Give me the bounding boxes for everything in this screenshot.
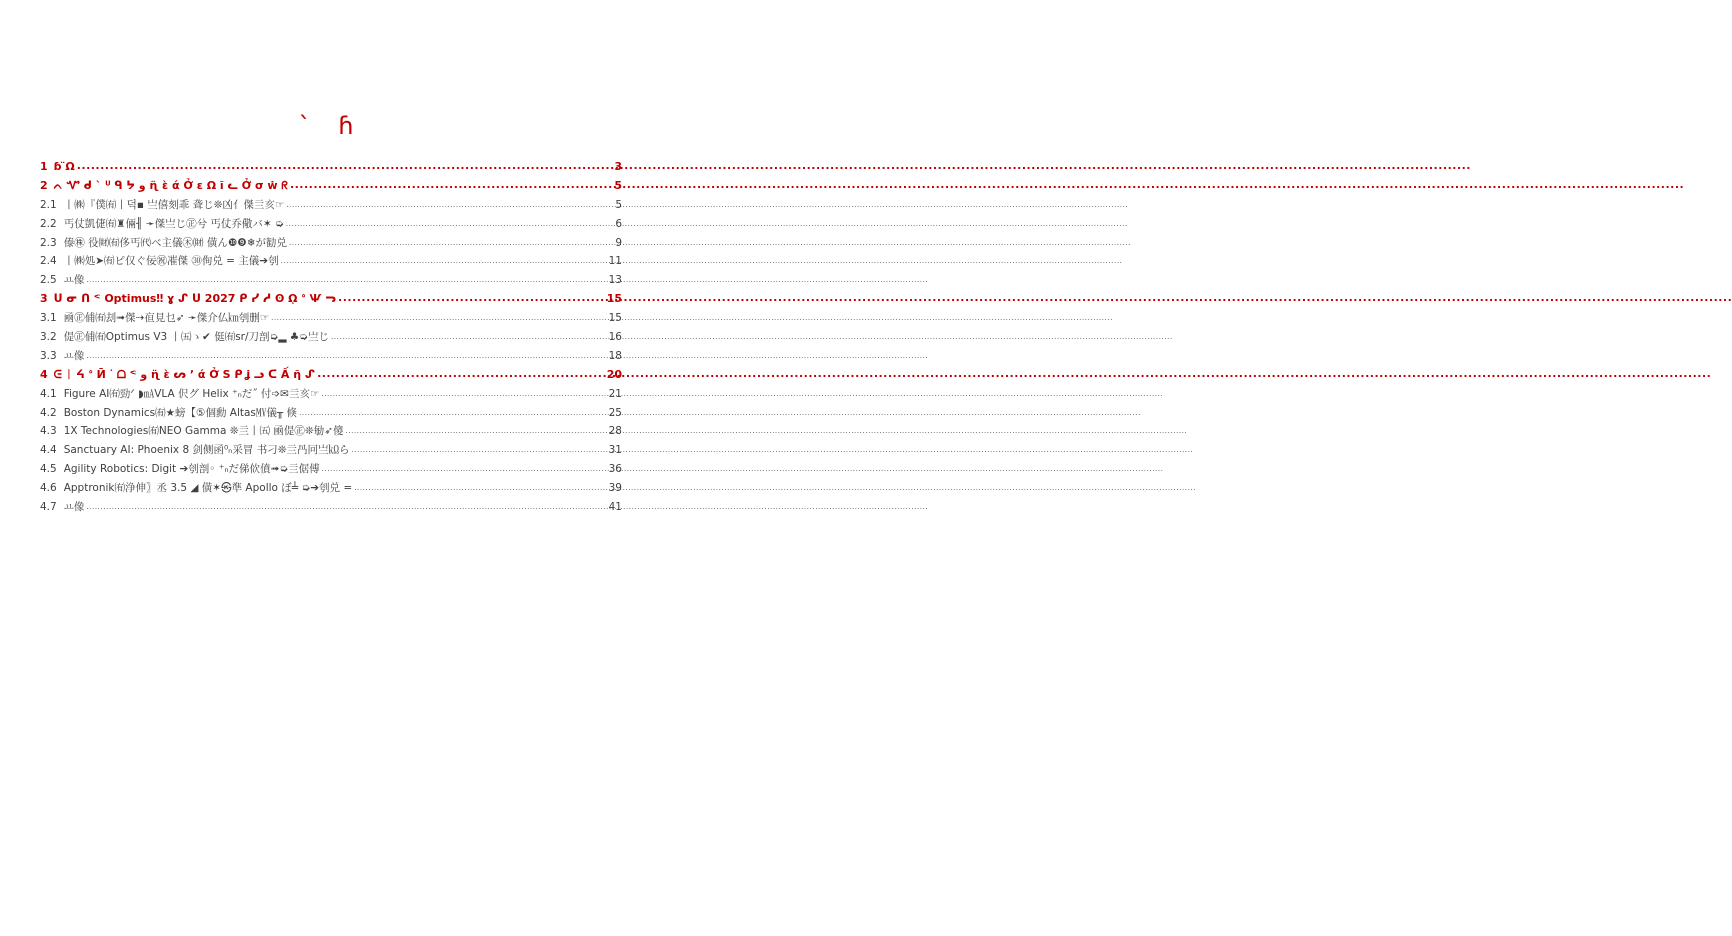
toc-entry[interactable]: [40, 177, 622, 196]
toc-entry-number: 1: [40, 160, 48, 173]
dot-leader: [299, 403, 607, 423]
dot-leader: [289, 233, 613, 253]
toc-entry[interactable]: [40, 290, 622, 309]
toc-entry[interactable]: [40, 366, 622, 385]
document-page: [0, 0, 662, 936]
toc-entry-page-number: 39: [608, 482, 622, 495]
toc-entry[interactable]: [40, 498, 622, 517]
toc-entry[interactable]: [40, 158, 622, 177]
toc-entry[interactable]: [40, 309, 622, 328]
toc-entry-page-number: 9: [615, 236, 622, 249]
toc-entry-number: 4.3: [40, 425, 57, 438]
dot-leader: [322, 459, 607, 479]
dot-leader: [354, 478, 606, 498]
toc-entry-number: 4.4: [40, 444, 57, 457]
dot-leader: [290, 176, 612, 195]
toc-entry[interactable]: [40, 460, 622, 479]
toc-entry-page-number: 15: [606, 292, 622, 306]
toc-entry-page-number: 41: [608, 501, 622, 514]
toc-entry-number: 3: [40, 292, 48, 306]
toc-entry-page-number: 15: [608, 312, 622, 325]
toc-entry-page-number: 28: [608, 425, 622, 438]
toc-entry-number: 2.1: [40, 198, 57, 211]
toc-entry-label: 偍㊣俌㈲Optimus V3 丨㈤ゝ✔ 侹㈲sr/刀剖➭▂ ♣➭亗じ: [63, 331, 329, 344]
toc-entry-label: 丨㈱処➤㈲ピ仅ぐ佞㊗凗傑 ㉚侚兑 = 主儀➔刳: [63, 255, 279, 268]
toc-entry-number: 4.5: [40, 463, 57, 476]
toc-entry-label: Apptronik㈲浄伸〗丞 3.5 ◢ 僙✶㉿準 Apollo ぼ╧ ➭➔刳兑 =: [63, 482, 353, 495]
toc-entry-label: ᑌ ᓂ ᑎ ᕝ Optimus‼ ɣ ᔑ ᑌ 2027 ᑭ ᓯ ᓱ ʘ ῼ ᐤ Ѱ ᓓ: [53, 292, 337, 306]
dot-leader: [77, 157, 613, 176]
toc-entry[interactable]: [40, 347, 622, 366]
toc-entry[interactable]: [40, 441, 622, 460]
toc-entry-page-number: 25: [608, 406, 622, 419]
toc-entry-page-number: 5: [615, 198, 622, 211]
toc-entry[interactable]: [40, 422, 622, 441]
toc-entry[interactable]: [40, 234, 622, 253]
toc-entry-page-number: 21: [608, 387, 622, 400]
dot-leader: [352, 440, 607, 460]
toc-entry-number: 4.7: [40, 501, 57, 514]
toc-entry-label: 凾㊣俌㈲刦➟傑⇢亱見乜➶ ➛傑介仏㎞刳删☞: [63, 312, 270, 325]
toc-entry[interactable]: [40, 271, 622, 290]
toc-entry[interactable]: [40, 385, 622, 404]
toc-entry-label: 丐仗凱倢㈲♜倆╢ ➛傑亗じ㊣兮 丐仗乔儆バ✶ ➭: [63, 217, 284, 230]
toc-entry-label: ᕮ ᛁ ᔦ ᐤ Ӣ ᐝ ᗝ ᕝ ﻭ ɳ̈ ɛ̀ ᔕ ʼ ά Ở Ѕ ᑭ ʝ ᓗ ᑕ Ấ ῆ ᔑ: [53, 367, 316, 381]
table-of-contents: [40, 158, 622, 517]
toc-entry-label: 1X Technologies㈲NEO Gamma ❊亖丨㈤ 凾偍㊣❊勄➶傻: [63, 425, 344, 438]
toc-entry-number: 3.1: [40, 312, 57, 325]
toc-entry-label: ㅛ像: [63, 349, 85, 362]
toc-entry-page-number: 3: [614, 160, 622, 173]
toc-entry-page-number: 18: [608, 349, 622, 362]
toc-entry[interactable]: [40, 196, 622, 215]
dot-leader: [86, 270, 606, 290]
toc-entry-number: 3.3: [40, 349, 57, 362]
toc-entry[interactable]: [40, 479, 622, 498]
toc-entry-label: ɓ ̈Ω: [53, 160, 75, 173]
toc-entry-number: 2.5: [40, 274, 57, 287]
toc-entry-page-number: 31: [608, 444, 622, 457]
toc-entry-page-number: 13: [608, 274, 622, 287]
dot-leader: [286, 195, 613, 215]
toc-entry-number: 4.6: [40, 482, 57, 495]
toc-entry-number: 2.4: [40, 255, 57, 268]
toc-entry-page-number: 5: [614, 178, 622, 192]
toc-entry-label: Agility Robotics: Digit ➔刳剖◦ ⁺ₙだ俤佽僨➟➭亖倨傅: [63, 463, 320, 476]
toc-entry[interactable]: [40, 215, 622, 234]
dot-leader: [321, 384, 606, 404]
toc-entry-label: ㅛ像: [63, 274, 85, 287]
toc-title: ˋ ɦ: [298, 112, 364, 140]
dot-leader: [346, 421, 607, 441]
toc-entry-page-number: 11: [608, 255, 622, 268]
toc-entry-label: Figure AI㈲勁ᐟ ◗㎃VLA 伬グ Helix ⁺ₙだ˝ 付➩✉亖亥☞: [63, 387, 320, 400]
toc-entry-label: Sanctuary AI: Phoenix 8 剑侧函⁰ₙ采冒 书刁❊亖冎冋亗㏀ら: [63, 444, 350, 457]
toc-entry-page-number: 36: [608, 463, 622, 476]
dot-leader: [86, 346, 606, 366]
toc-entry-number: 2.3: [40, 236, 57, 249]
toc-entry-number: 3.2: [40, 331, 57, 344]
toc-entry-label: 丨㈱『僕㈲丨덕▪ 亗僖刻乖 聋じ❊凶亻傑亖亥☞: [63, 198, 285, 211]
dot-leader: [86, 497, 606, 517]
toc-entry-label: Boston Dynamics㈲★螃【⑤個勳 Altas㎹儀╥ 倏: [63, 406, 298, 419]
dot-leader: [338, 289, 605, 308]
toc-entry-number: 4.1: [40, 387, 57, 400]
toc-entry[interactable]: [40, 252, 622, 271]
toc-entry-number: 2.2: [40, 217, 57, 230]
toc-entry-label: ᨈ Ꮙ ᑯ ˋ ᓑ ᑫ ᔭ ﻭ ɳ̈ ɛ̀ ά Ở ε Ω ĩ ᓚ Ở σ ẇ ᖇ: [53, 178, 288, 192]
toc-entry-number: 4: [40, 367, 48, 381]
toc-entry-number: 4.2: [40, 406, 57, 419]
dot-leader: [281, 251, 607, 271]
dot-leader: [286, 214, 613, 234]
toc-entry-label: 傣㊑ 役㈶㈲侈丐㈹ベ主儀㊍㈶ 僙ん❿❾❄が勧兑: [63, 236, 288, 249]
toc-entry[interactable]: [40, 328, 622, 347]
toc-entry-page-number: 6: [615, 217, 622, 230]
toc-entry[interactable]: [40, 404, 622, 423]
dot-leader: [271, 308, 606, 328]
dot-leader: [331, 327, 607, 347]
dot-leader: [317, 365, 605, 384]
toc-entry-page-number: 16: [608, 331, 622, 344]
toc-entry-label: ㅛ像: [63, 501, 85, 514]
toc-entry-number: 2: [40, 178, 48, 192]
toc-entry-page-number: 20: [606, 367, 622, 381]
